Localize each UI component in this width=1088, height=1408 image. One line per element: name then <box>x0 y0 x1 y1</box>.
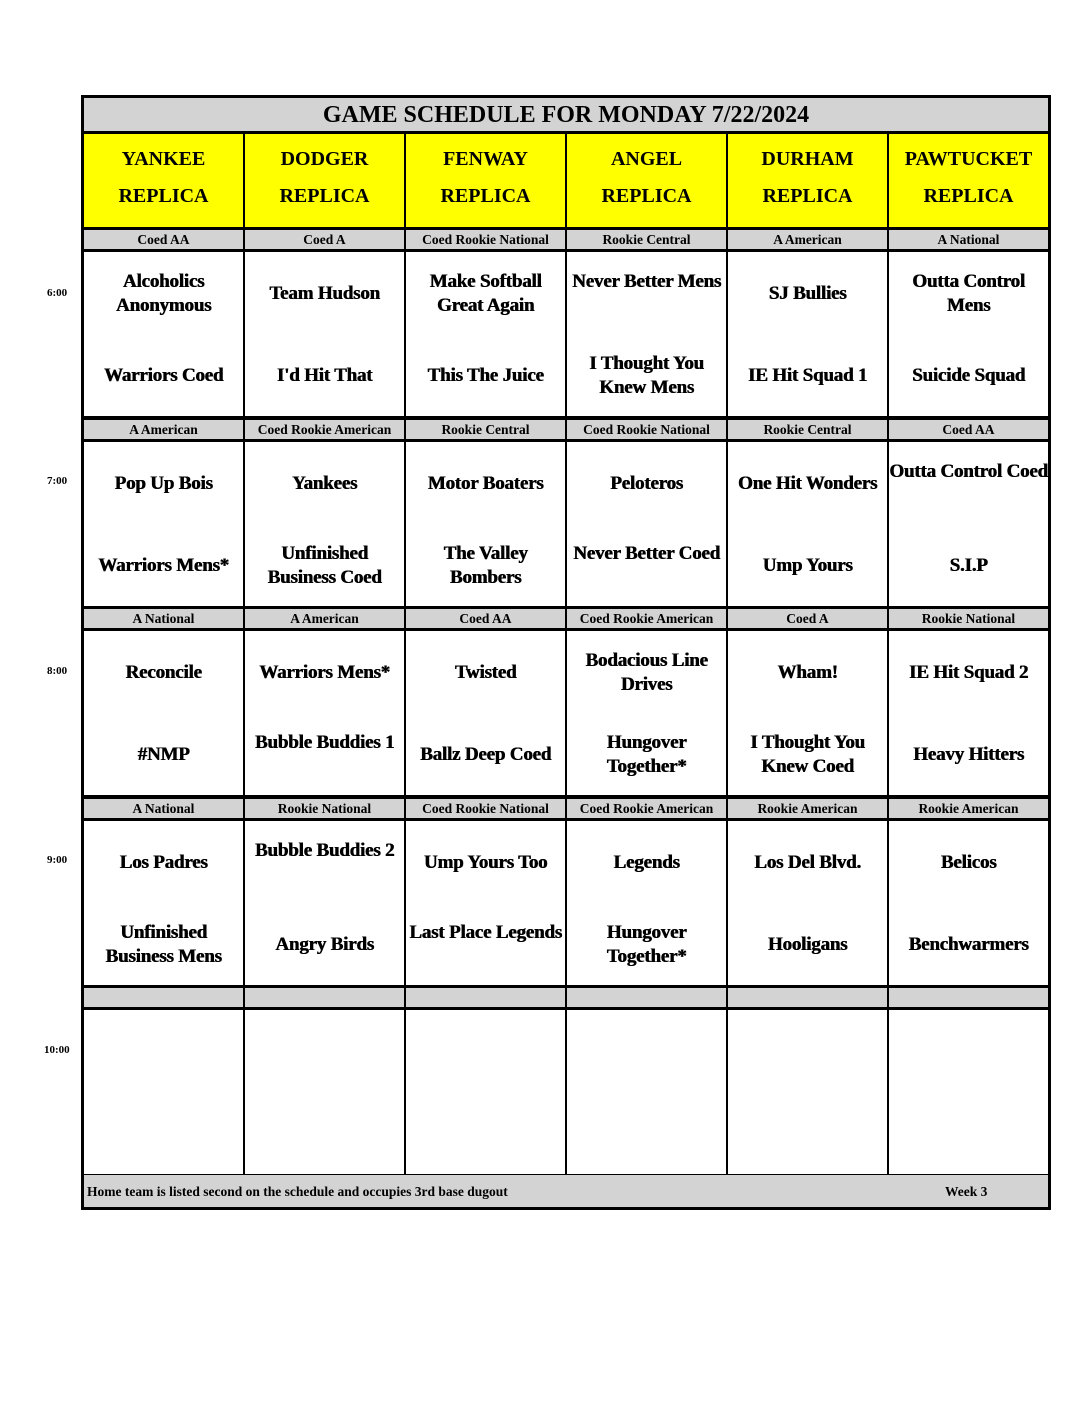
away-team: Wham! <box>777 662 838 683</box>
game-cell <box>567 821 726 985</box>
time-label: 10:00 <box>44 1044 70 1056</box>
game-cell <box>567 252 726 416</box>
game-cell <box>728 631 887 795</box>
home-team: Angry Birds <box>275 934 374 955</box>
away-team: Legends <box>613 852 680 873</box>
field-subtitle: REPLICA <box>279 185 370 207</box>
game-cell <box>567 631 726 795</box>
away-team: Belicos <box>940 852 997 873</box>
division-label: Coed Rookie National <box>567 420 726 439</box>
game-cell <box>567 442 726 606</box>
home-team: #NMP <box>137 744 190 765</box>
division-label: Coed Rookie National <box>406 230 565 249</box>
away-team: Bodacious Line Drives <box>585 650 708 695</box>
division-label: Coed Rookie American <box>245 420 404 439</box>
game-cell <box>84 821 243 985</box>
field-name: FENWAY <box>443 148 528 170</box>
home-team: This The Juice <box>427 365 544 386</box>
away-team: Outta Control Coed <box>889 461 1048 482</box>
field-header-fenway <box>406 134 565 227</box>
field-name: DURHAM <box>761 148 854 170</box>
division-label <box>728 988 887 1007</box>
game-cell <box>406 821 565 985</box>
field-header-angel <box>567 134 726 227</box>
time-label: 7:00 <box>47 475 68 487</box>
game-cell <box>728 252 887 416</box>
game-cell <box>567 1010 726 1174</box>
game-cell <box>84 442 243 606</box>
game-cell <box>406 442 565 606</box>
away-team: Los Padres <box>119 852 208 873</box>
division-label: Coed AA <box>84 230 243 249</box>
home-team: I Thought You Knew Coed <box>750 732 865 777</box>
division-label: Rookie Central <box>567 230 726 249</box>
away-team: Reconcile <box>125 662 202 683</box>
field-name: ANGEL <box>610 148 683 170</box>
field-name: DODGER <box>280 148 369 170</box>
time-label: 6:00 <box>47 287 68 299</box>
home-team: IE Hit Squad 1 <box>747 365 868 386</box>
field-name: PAWTUCKET <box>904 148 1033 170</box>
division-label: Rookie National <box>889 609 1048 628</box>
schedule-title: GAME SCHEDULE FOR MONDAY 7/22/2024 <box>84 98 1048 131</box>
field-subtitle: REPLICA <box>440 185 531 207</box>
division-label: Coed Rookie American <box>567 799 726 818</box>
away-team: Pop Up Bois <box>114 473 213 494</box>
schedule-footer <box>84 1175 1048 1207</box>
division-label: A American <box>728 230 887 249</box>
field-subtitle: REPLICA <box>118 185 209 207</box>
field-header-durham <box>728 134 887 227</box>
home-team: Hooligans <box>767 934 848 955</box>
game-cell <box>245 1010 404 1174</box>
away-team: Bubble Buddies 2 <box>254 840 395 861</box>
away-team: Ump Yours Too <box>423 852 548 873</box>
division-label <box>406 988 565 1007</box>
division-label <box>567 988 726 1007</box>
game-cell <box>406 1010 565 1174</box>
away-team: Warriors Mens* <box>259 662 390 683</box>
home-team: Bubble Buddies 1 <box>254 732 395 753</box>
field-header-yankee <box>84 134 243 227</box>
game-cell <box>728 442 887 606</box>
home-team: Warriors Mens* <box>98 555 229 576</box>
field-header-pawtucket <box>889 134 1048 227</box>
home-team: Hungover Together* <box>606 732 687 777</box>
game-cell <box>406 631 565 795</box>
home-team: S.I.P <box>949 555 988 576</box>
game-cell <box>889 821 1048 985</box>
field-subtitle: REPLICA <box>923 185 1014 207</box>
away-team: Team Hudson <box>269 283 380 304</box>
game-cell <box>728 821 887 985</box>
away-team: Outta Control Mens <box>912 271 1025 316</box>
time-label: 9:00 <box>47 854 68 866</box>
division-label: A National <box>84 609 243 628</box>
division-label: Rookie National <box>245 799 404 818</box>
home-team: Suicide Squad <box>911 365 1026 386</box>
home-team: Unfinished Business Coed <box>267 543 382 588</box>
division-label: A American <box>245 609 404 628</box>
division-label: Coed AA <box>406 609 565 628</box>
division-label: A National <box>889 230 1048 249</box>
away-team: Make Softball Great Again <box>429 271 542 316</box>
division-label: Coed A <box>245 230 404 249</box>
division-label: Coed A <box>728 609 887 628</box>
game-cell <box>84 631 243 795</box>
game-cell <box>245 252 404 416</box>
division-label: Coed Rookie American <box>567 609 726 628</box>
game-cell <box>406 252 565 416</box>
division-label <box>245 988 404 1007</box>
home-team: Ballz Deep Coed <box>419 744 552 765</box>
field-subtitle: REPLICA <box>601 185 692 207</box>
game-cell <box>889 252 1048 416</box>
home-team: Unfinished Business Mens <box>105 922 222 967</box>
away-team: Alcoholics Anonymous <box>115 271 212 316</box>
game-cell <box>889 1010 1048 1174</box>
field-subtitle: REPLICA <box>762 185 853 207</box>
away-team: Motor Boaters <box>427 473 544 494</box>
home-team: Hungover Together* <box>606 922 687 967</box>
home-team: I'd Hit That <box>276 365 373 386</box>
away-team: Never Better Mens <box>572 271 721 292</box>
home-team: Heavy Hitters <box>913 744 1024 765</box>
game-cell <box>889 631 1048 795</box>
division-label: A National <box>84 799 243 818</box>
game-cell <box>84 1010 243 1174</box>
game-cell <box>84 252 243 416</box>
division-label: Rookie American <box>889 799 1048 818</box>
away-team: IE Hit Squad 2 <box>908 662 1029 683</box>
home-team: I Thought You Knew Mens <box>589 353 704 398</box>
week-label: Week 3 <box>945 1184 988 1199</box>
game-cell <box>889 442 1048 606</box>
home-team: Never Better Coed <box>573 543 720 564</box>
away-team: Twisted <box>454 662 517 683</box>
division-label: Coed AA <box>889 420 1048 439</box>
home-team: Warriors Coed <box>103 365 224 386</box>
away-team: One Hit Wonders <box>737 473 878 494</box>
game-cell <box>728 1010 887 1174</box>
division-label <box>889 988 1048 1007</box>
home-team: Last Place Legends <box>409 922 562 943</box>
home-team: The Valley Bombers <box>443 543 528 588</box>
time-label: 8:00 <box>47 665 68 677</box>
away-team: Los Del Blvd. <box>754 852 861 873</box>
division-label: Rookie Central <box>728 420 887 439</box>
division-label: Rookie Central <box>406 420 565 439</box>
field-name: YANKEE <box>121 148 206 170</box>
field-header-dodger <box>245 134 404 227</box>
home-team-note: Home team is listed second on the schedule and occupies 3rd base dugout <box>87 1184 508 1199</box>
division-label <box>84 988 243 1007</box>
game-cell <box>245 631 404 795</box>
division-label: Coed Rookie National <box>406 799 565 818</box>
away-team: Yankees <box>291 473 358 494</box>
division-label: Rookie American <box>728 799 887 818</box>
division-label: A American <box>84 420 243 439</box>
schedule-table <box>81 95 1051 1210</box>
game-cell <box>245 821 404 985</box>
away-team: SJ Bullies <box>768 283 847 304</box>
game-cell <box>245 442 404 606</box>
home-team: Benchwarmers <box>908 934 1029 955</box>
away-team: Peloteros <box>610 473 683 494</box>
home-team: Ump Yours <box>762 555 853 576</box>
